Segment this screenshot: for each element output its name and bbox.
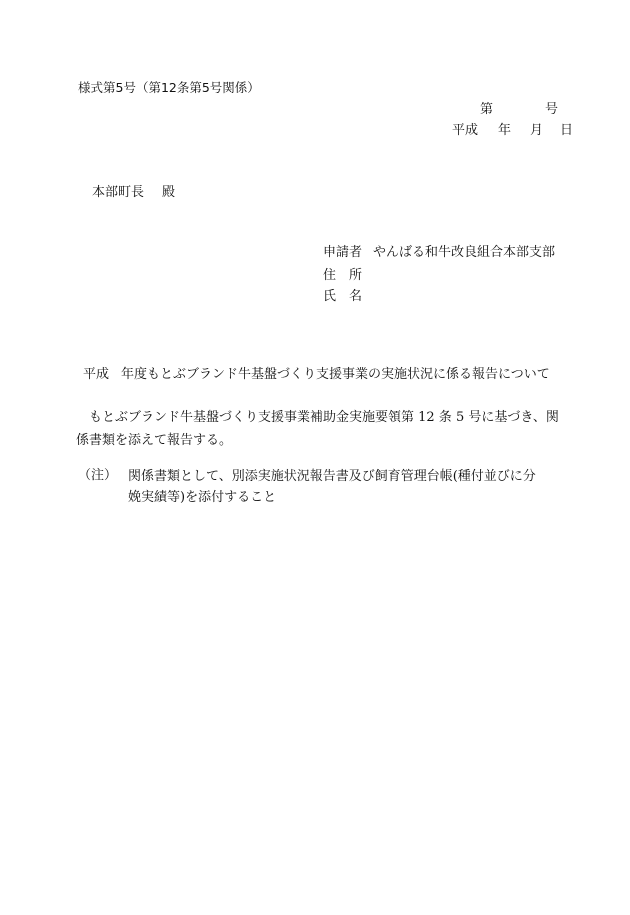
subject-text: 年度もとぶブランド牛基盤づくり支援事業の実施状況に係る報告について <box>121 367 550 382</box>
date-day: 日 <box>560 123 574 138</box>
note-text: 関係書類として、別添実施状況報告書及び飼育管理台帳(種付並びに分娩実績等)を添付すること <box>128 469 536 505</box>
document-number-suffix: 号 <box>544 102 558 117</box>
addressee-name: 本部町長 <box>92 185 145 200</box>
document-number-prefix: 第 <box>480 102 494 117</box>
date-era: 平成 <box>452 123 479 138</box>
applicant-row <box>323 243 555 263</box>
applicant-address-row <box>323 266 373 286</box>
date-month: 月 <box>530 123 544 138</box>
applicant-name-label: 氏 名 <box>323 289 363 304</box>
date-year: 年 <box>498 123 512 138</box>
document-number <box>480 100 558 120</box>
applicant-address-label: 住 所 <box>323 268 363 283</box>
note-label: （注） <box>78 468 118 483</box>
addressee <box>92 183 175 203</box>
addressee-honorific: 殿 <box>162 185 176 200</box>
form-number: 様式第5号（第12条第5号関係） <box>78 80 260 95</box>
applicant-name-row <box>323 287 373 307</box>
body-paragraph: もとぶブランド牛基盤づくり支援事業補助金実施要領第 12 条 5 号に基づき、関係書類を添えて報告する。 <box>76 410 559 448</box>
applicant-label: 申請者 <box>323 245 363 260</box>
document-date <box>452 121 573 141</box>
subject-era: 平成 <box>83 367 110 382</box>
subject-line <box>83 365 550 385</box>
applicant-value: やんばる和牛改良組合本部支部 <box>373 245 556 260</box>
